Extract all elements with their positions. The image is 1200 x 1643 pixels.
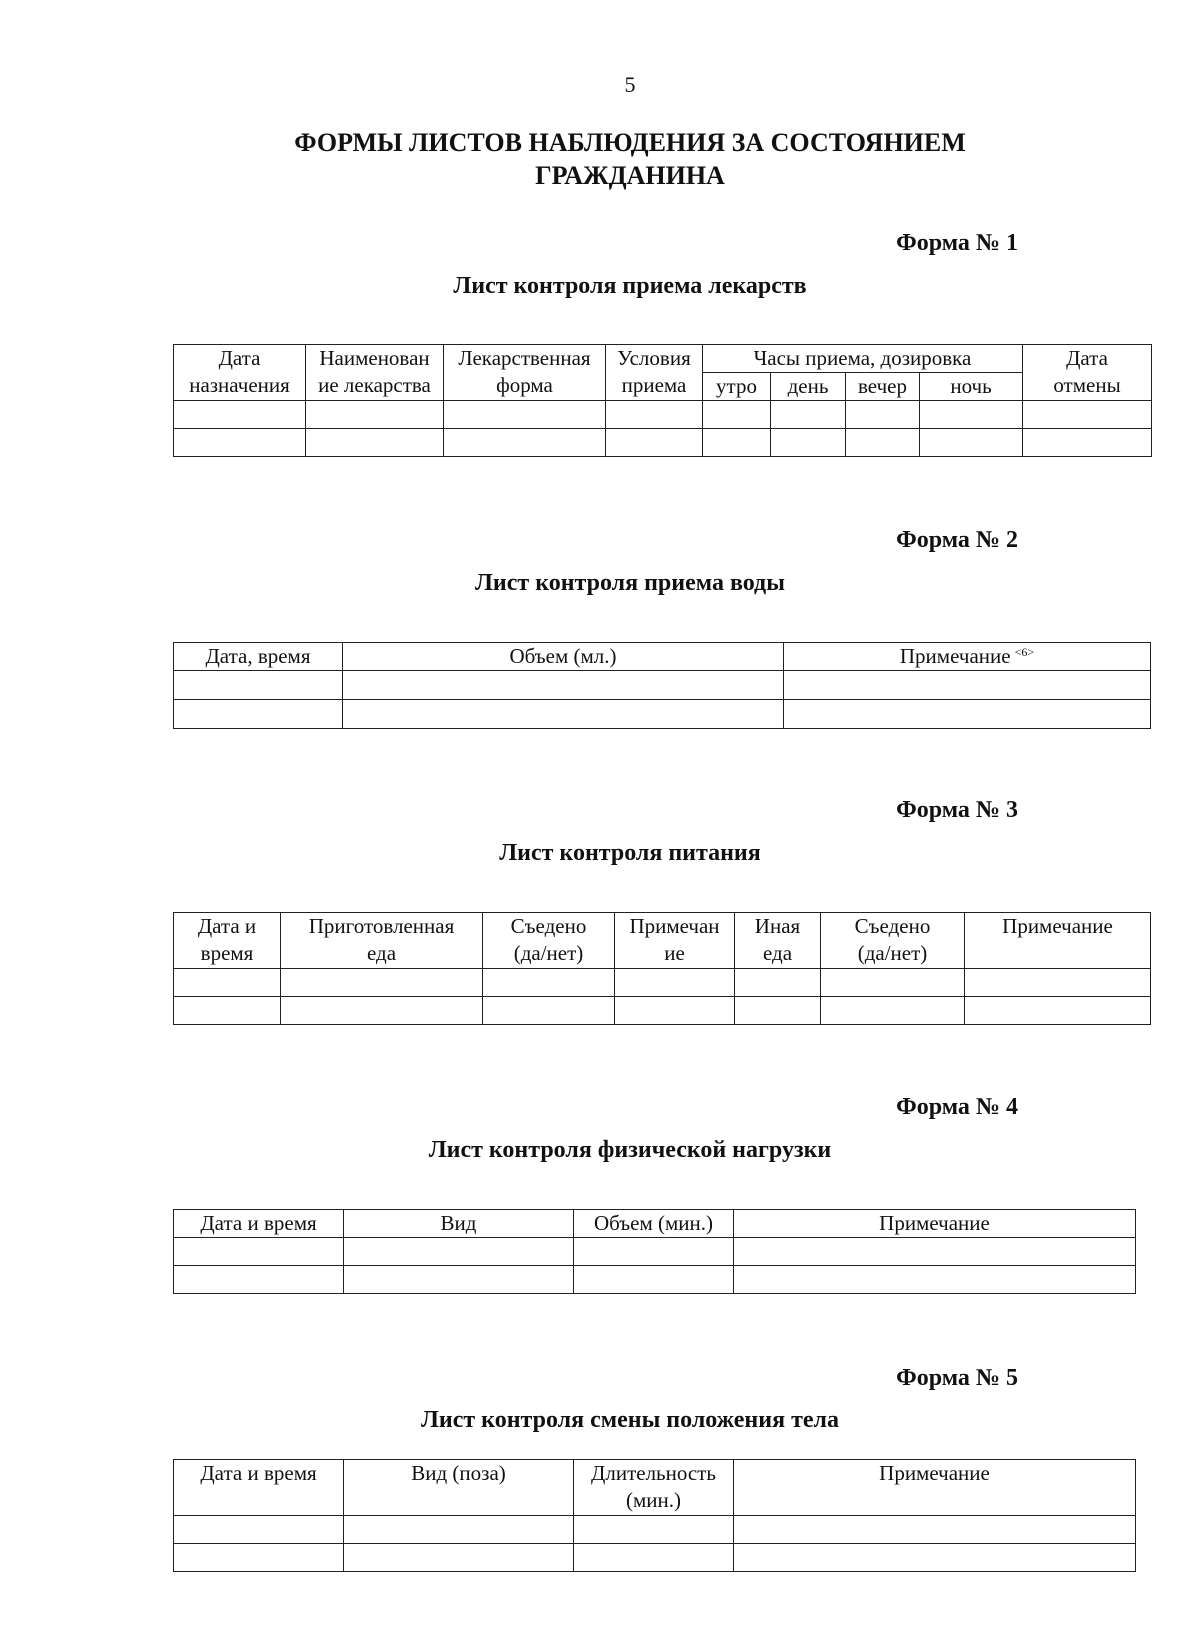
header-date-and-time: Дата и время [174, 1210, 344, 1238]
header-night: ночь [920, 373, 1023, 401]
page-number: 5 [624, 72, 636, 97]
header-volume-min: Объем (мин.) [574, 1210, 734, 1238]
form-5-number: Форма № 5 [896, 1365, 1018, 1391]
header-note [965, 913, 1151, 969]
header-line-1: Длительность [591, 1461, 716, 1485]
header-line-2: (мин.) [625, 1488, 681, 1512]
header-note-label: Примечание [899, 644, 1011, 668]
header-note [784, 643, 1151, 671]
header-drug-name-line-1: Наименован [319, 346, 430, 370]
form-4-number: Форма № 4 [896, 1094, 1018, 1120]
header-line-1: Примечан [629, 914, 720, 938]
form-2-table [173, 642, 1151, 729]
footnote-marker: <6> [1014, 645, 1035, 659]
header-line-2: (да/нет) [513, 941, 584, 965]
header-date-and-time: Дата и время [174, 1460, 344, 1516]
document-title-line-2: ГРАЖДАНИНА [535, 161, 725, 191]
header-dosage-form-line-1: Лекарственная [458, 346, 591, 370]
form-2-number: Форма № 2 [896, 527, 1018, 553]
header-date-cancel-line-1: Дата [1066, 346, 1108, 370]
form-5-title: Лист контроля смены положения тела [421, 1407, 839, 1433]
form-1-title: Лист контроля приема лекарств [453, 273, 807, 299]
header-note-short [615, 913, 735, 969]
table-row [174, 969, 1151, 997]
header-line-1: Примечание [1002, 914, 1113, 938]
header-date-cancel [1023, 345, 1152, 401]
header-conditions-line-1: Условия [617, 346, 691, 370]
table-row [174, 401, 1152, 429]
header-date-time: Дата, время [174, 643, 343, 671]
header-date-and-time [174, 913, 281, 969]
header-drug-name-line-2: ие лекарства [318, 373, 431, 397]
header-date-assigned [174, 345, 306, 401]
header-prepared-food [281, 913, 483, 969]
header-date-cancel-line-2: отмены [1053, 373, 1121, 397]
header-line-1: Иная [754, 914, 801, 938]
table-row [174, 997, 1151, 1025]
form-3-table [173, 912, 1151, 1025]
header-line-1: Съедено [510, 914, 587, 938]
header-evening: вечер [846, 373, 920, 401]
document-title-line-1: ФОРМЫ ЛИСТОВ НАБЛЮДЕНИЯ ЗА СОСТОЯНИЕМ [294, 128, 966, 157]
form-1-number: Форма № 1 [896, 230, 1018, 256]
header-line-2: время [200, 941, 254, 965]
document-title [0, 126, 1200, 193]
header-eaten-2 [821, 913, 965, 969]
table-row [174, 1544, 1136, 1572]
header-dosage-form-line-2: форма [496, 373, 553, 397]
table-row [174, 1266, 1136, 1294]
header-duration [574, 1460, 734, 1516]
header-line-1: Приготовленная [308, 914, 455, 938]
form-1-table [173, 344, 1152, 457]
header-line-2: еда [762, 941, 793, 965]
header-type: Вид [344, 1210, 574, 1238]
header-pose: Вид (поза) [344, 1460, 574, 1516]
header-dosage-form [444, 345, 606, 401]
header-line-2: (да/нет) [857, 941, 928, 965]
header-line-2: еда [366, 941, 397, 965]
header-eaten [483, 913, 615, 969]
header-line-2: ие [664, 941, 685, 965]
header-date-assigned-line-1: Дата [218, 346, 261, 370]
header-hours-dosage: Часы приема, дозировка [703, 345, 1023, 373]
header-conditions-line-2: приема [621, 373, 687, 397]
header-date-assigned-line-2: назначения [189, 373, 290, 397]
header-note: Примечание [734, 1460, 1136, 1516]
form-4-table [173, 1209, 1136, 1294]
table-row [174, 671, 1151, 700]
table-row [174, 1238, 1136, 1266]
header-note: Примечание [734, 1210, 1136, 1238]
table-row [174, 429, 1152, 457]
form-3-title: Лист контроля питания [499, 840, 761, 866]
table-row [174, 1516, 1136, 1544]
form-4-title: Лист контроля физической нагрузки [428, 1137, 832, 1163]
form-5-table [173, 1459, 1136, 1572]
header-conditions [606, 345, 703, 401]
header-other-food [735, 913, 821, 969]
header-day: день [771, 373, 846, 401]
table-row [174, 700, 1151, 729]
header-morning: утро [703, 373, 771, 401]
header-line-1: Дата и [197, 914, 257, 938]
form-2-title: Лист контроля приема воды [475, 570, 785, 596]
header-volume-ml: Объем (мл.) [343, 643, 784, 671]
header-drug-name [306, 345, 444, 401]
header-line-1: Съедено [854, 914, 931, 938]
form-3-number: Форма № 3 [896, 797, 1018, 823]
